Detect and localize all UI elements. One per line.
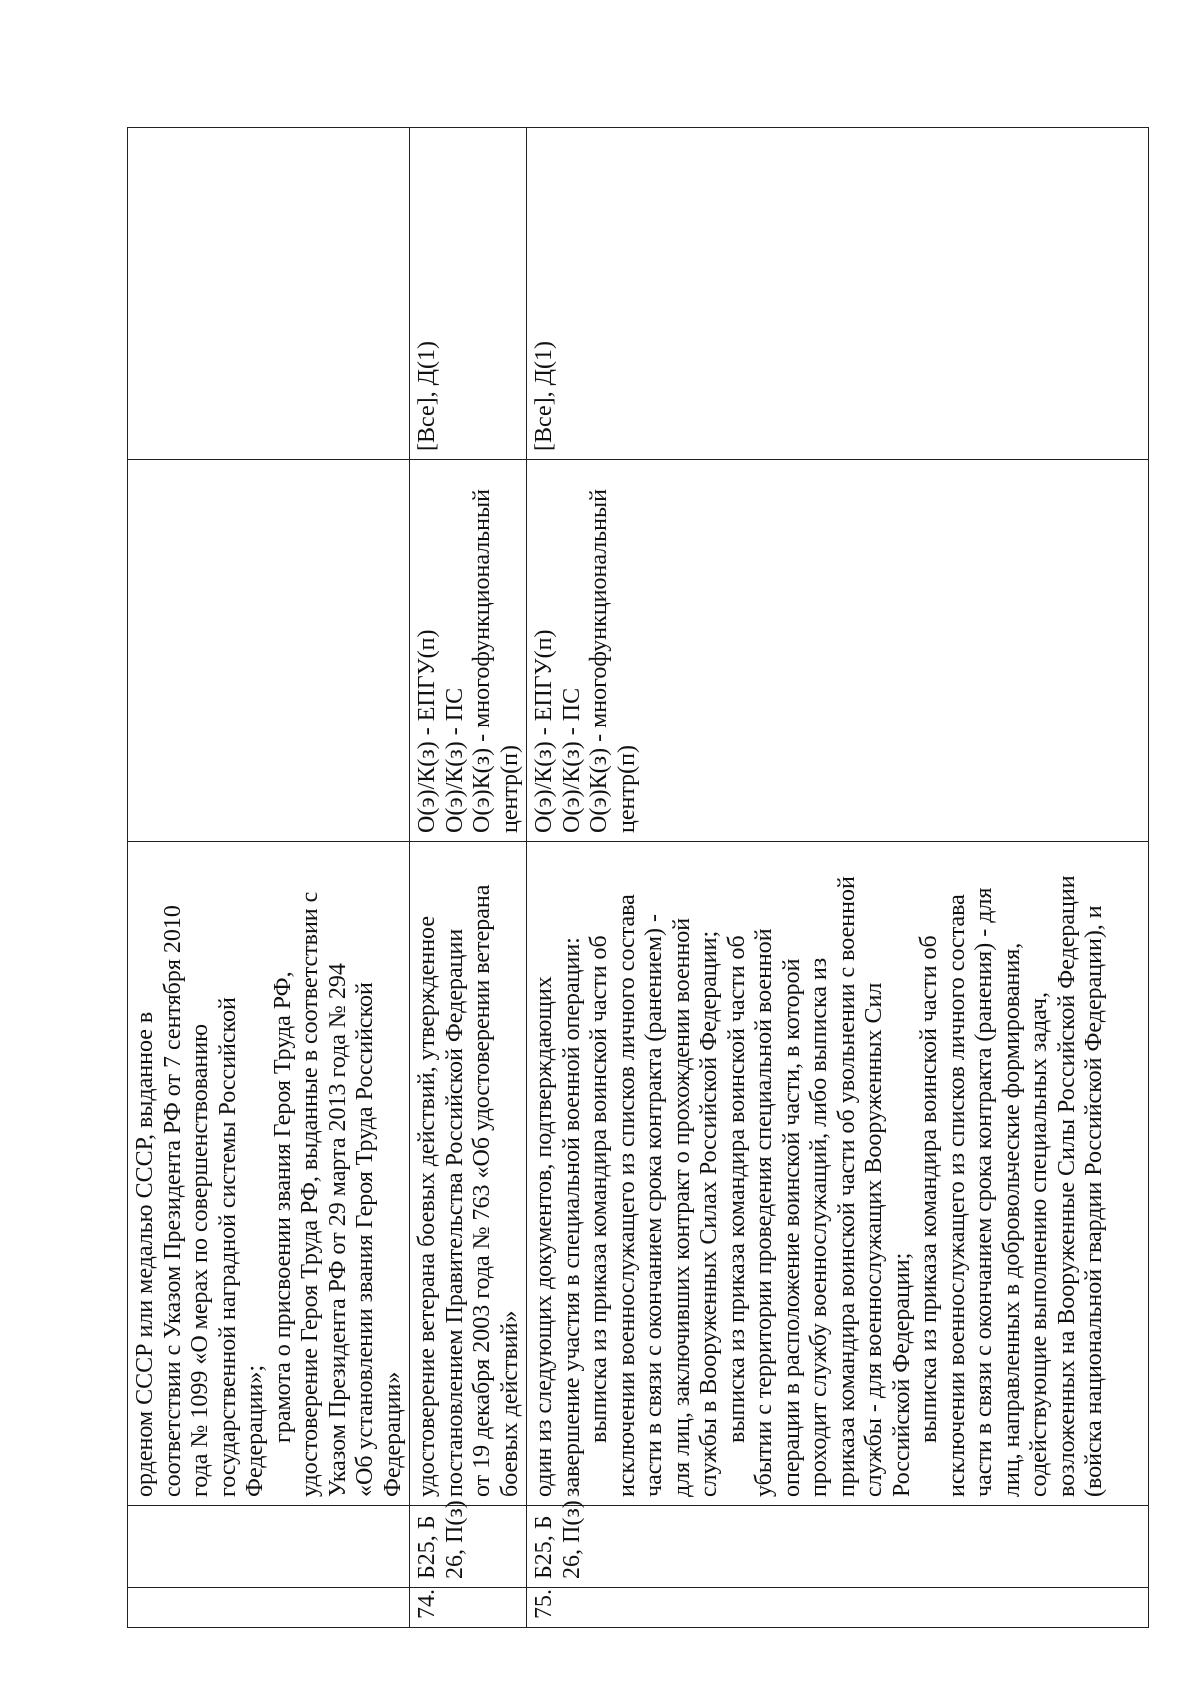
documents-cell: удостоверение ветерана боевых действий, утвержденное постановлением Правительства Российской Федерации от 19 декабря 2003 года № 763 «Об удостоверении ветерана боевых действий» [410, 842, 527, 1506]
documents-cell: орденом СССР или медалью СССР, выданное в соответствии с Указом Президента РФ от 7 сентября 2010 года № 1099 «О мерах по совершенствованию государственной наградной системы Российской Федерации»; грамота о присвоении звания Героя Труда РФ, удостоверение Героя Труда РФ, выданные в соответствии с Указом Президента РФ от 29 марта 2013 года № 294 «Об установлении звания Героя Труда Российской Федерации» [128, 842, 410, 1506]
document-table [127, 127, 1149, 1628]
table-row [410, 128, 527, 1628]
code-cell: Б25, Б 26, П(з) [410, 1506, 527, 1588]
table-row [128, 128, 410, 1628]
documents-cell: один из следующих документов, подтверждающих завершение участия в специальной военной операции: выписка из приказа командира воинской части об исключении военнослужащего из списков личного состава части в связи с окончанием срока контракта (ранением) - для лиц, заключивших контракт о прохождении военной службы в Вооруженных Силах Российской Федерации; выписка из приказа командира воинской части об убытии с территории проведения специальной военной операции в расположение воинской части, в которой проходит службу военнослужащий, либо выписка из приказа командира воинской части об увольнении с военной службы - для военнослужащих Вооруженных Сил Российской Федерации; выписка из приказа командира воинской части об исключении военнослужащего из списков личного состава части в связи с окончанием срока контракта (ранения) - для лиц, направленных в добровольческие формирования, содействующие выполнению специальных задач, возложенных на Вооруженные Силы Российской Федерации (войска национальной гвардии Российской Федерации), и [527, 842, 1149, 1506]
code-cell [128, 1506, 410, 1588]
row-number-cell: 75. [527, 1588, 1149, 1628]
row-number-cell: 74. [410, 1588, 527, 1628]
row-number-cell [128, 1588, 410, 1628]
submission-cell: О(э)/К(з) - ЕПГУ(п) О(э)/К(з) - ПС О(э)К(з) - многофункциональный центр(п) [527, 460, 1149, 842]
table-row [527, 128, 1149, 1628]
code-cell: Б25, Б 26, П(з) [527, 1506, 1149, 1588]
rotated-table-wrapper [127, 128, 1149, 1628]
submission-cell [128, 460, 410, 842]
recipients-cell: [Все], Д(1) [410, 128, 527, 460]
submission-cell: О(э)/К(з) - ЕПГУ(п) О(э)/К(з) - ПС О(э)К(з) - многофункциональный центр(п) [410, 460, 527, 842]
recipients-cell [128, 128, 410, 460]
recipients-cell: [Все], Д(1) [527, 128, 1149, 460]
